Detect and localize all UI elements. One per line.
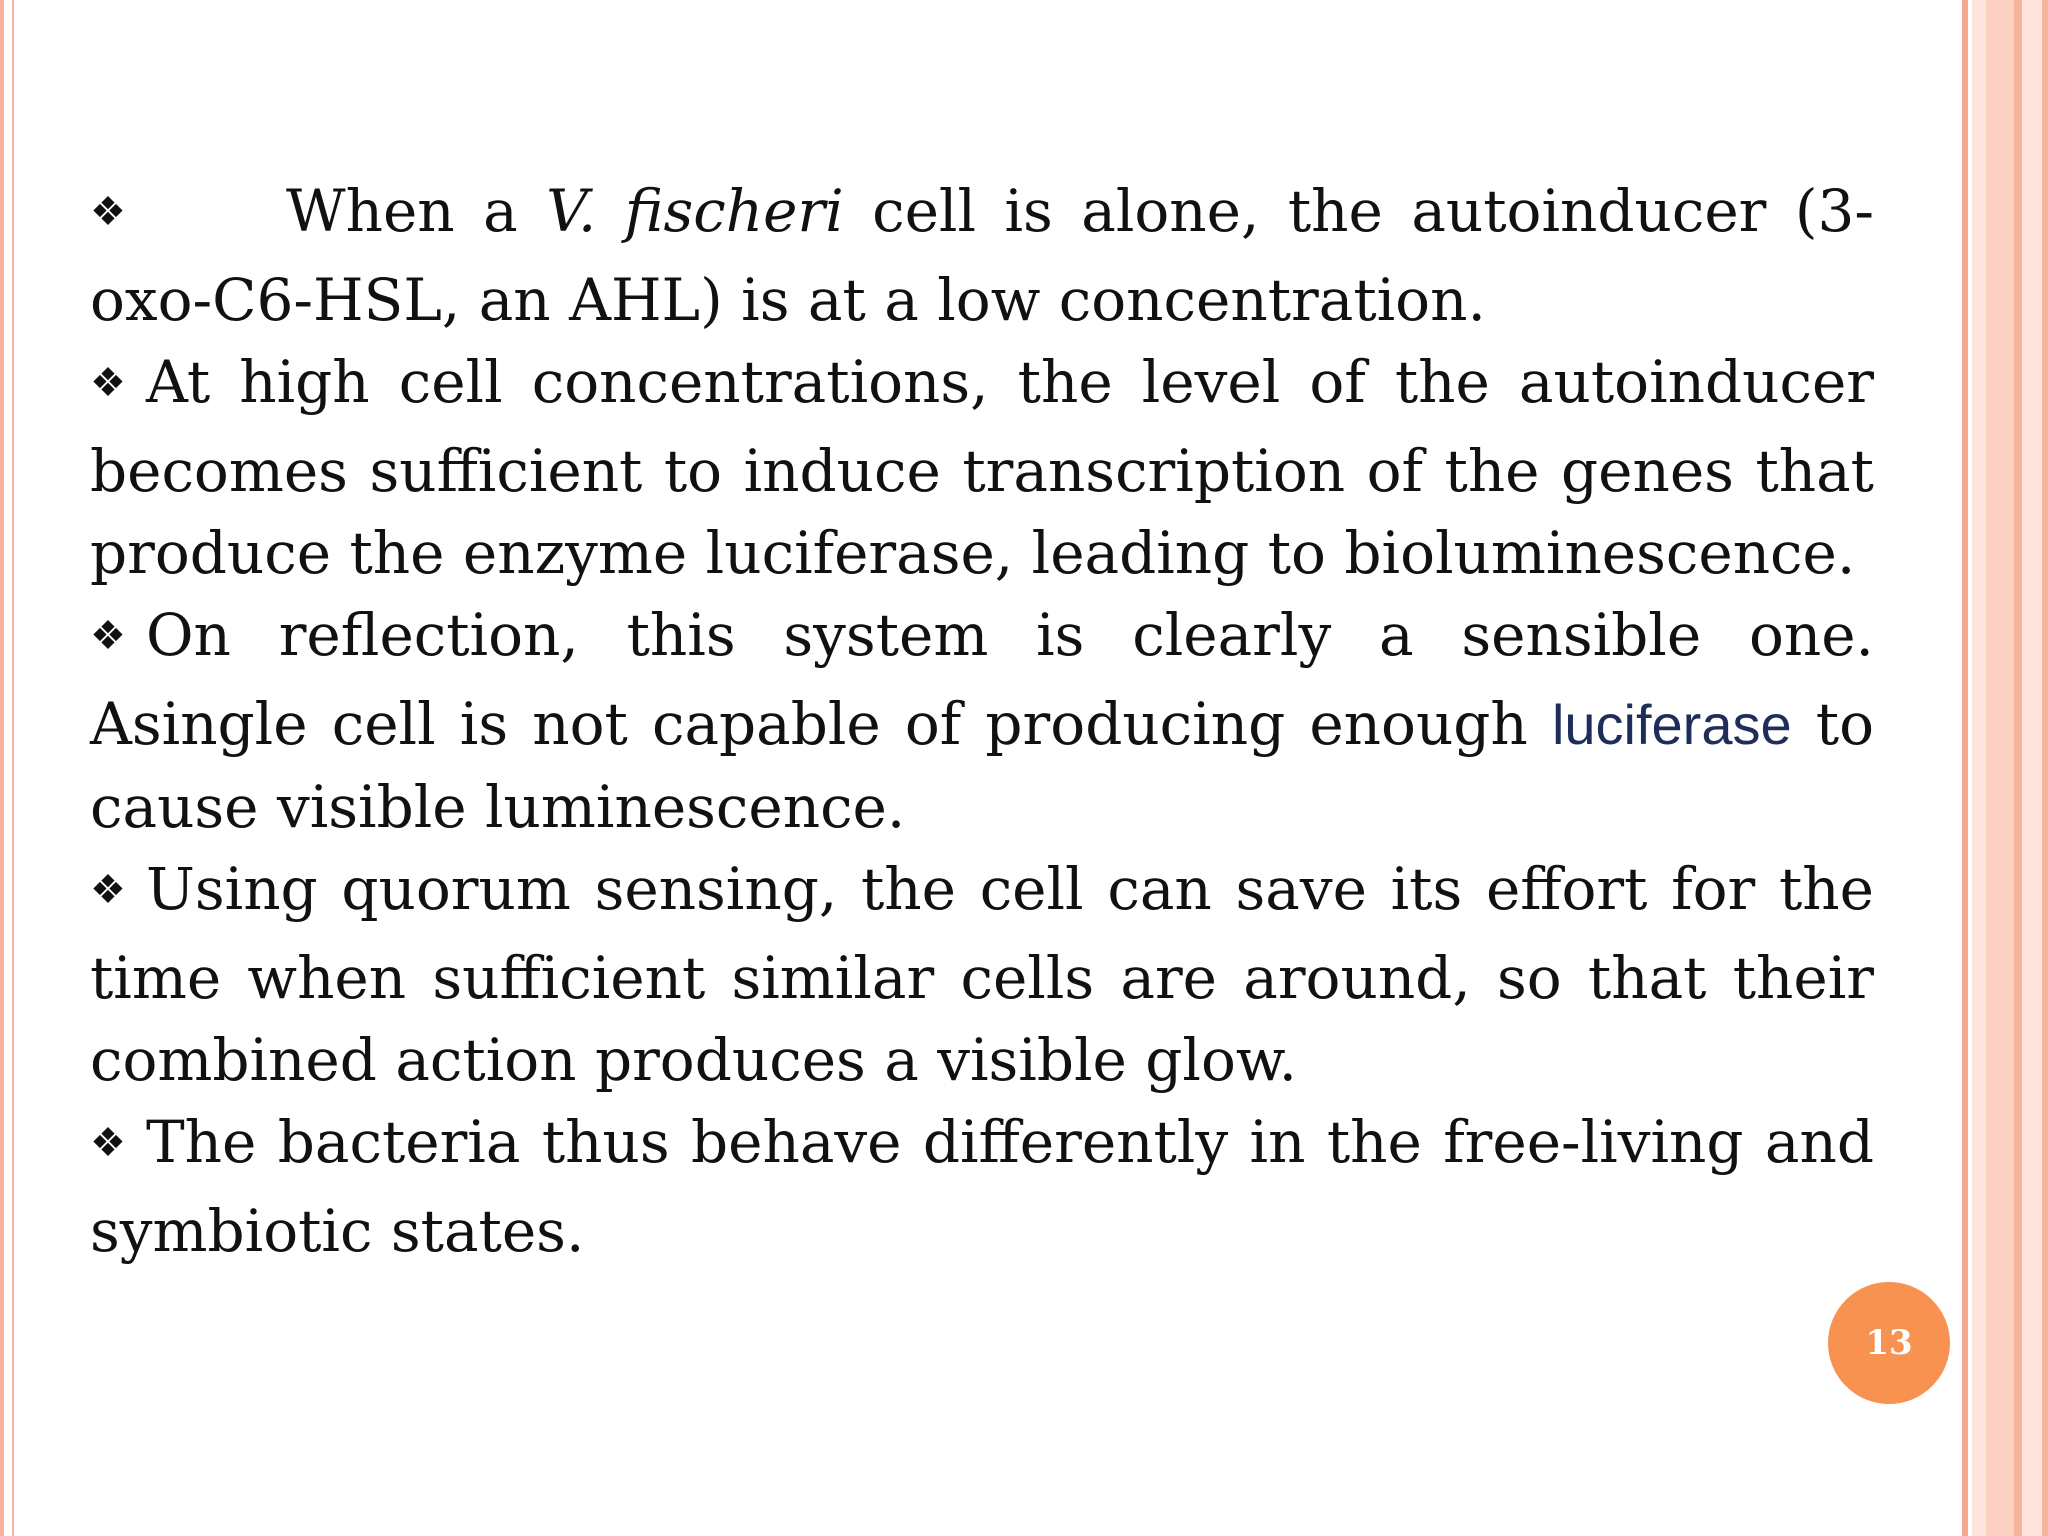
left-border-decoration [0, 0, 14, 1536]
bullet-paragraph-3: ❖ On reflection, this system is clearly a sensible one. Asingle cell is not capable of producing enough luciferase to cause visible luminescence. [90, 594, 1874, 848]
bullet-paragraph-5: ❖ The bacteria thus behave differently in the free-living and symbiotic states. [90, 1101, 1874, 1272]
right-border-decoration [1962, 0, 2048, 1536]
bullet-diamond-icon: ❖ [90, 189, 126, 235]
bullet-paragraph-2: ❖ At high cell concentrations, the level of the autoinducer becomes sufficient to induce transcription of the genes that produce the enzyme luciferase, leading to bioluminescence. [90, 341, 1874, 594]
bullet-diamond-icon: ❖ [90, 360, 126, 406]
bullet-paragraph-1: ❖ When a V. fischeri cell is alone, the autoinducer (3-oxo-C6-HSL, an AHL) is at a low concentration. [90, 170, 1874, 341]
bullet-diamond-icon: ❖ [90, 1120, 126, 1166]
bullet-diamond-icon: ❖ [90, 867, 126, 913]
bullet-diamond-icon: ❖ [90, 613, 126, 659]
bullet-paragraph-4: ❖ Using quorum sensing, the cell can save its effort for the time when sufficient similar cells are around, so that their combined action produces a visible glow. [90, 848, 1874, 1101]
species-name: V. fischeri [546, 177, 844, 245]
slide-body [90, 170, 1874, 1272]
page-number-badge: 13 [1828, 1282, 1950, 1404]
luciferase-highlight: luciferase [1551, 693, 1792, 756]
